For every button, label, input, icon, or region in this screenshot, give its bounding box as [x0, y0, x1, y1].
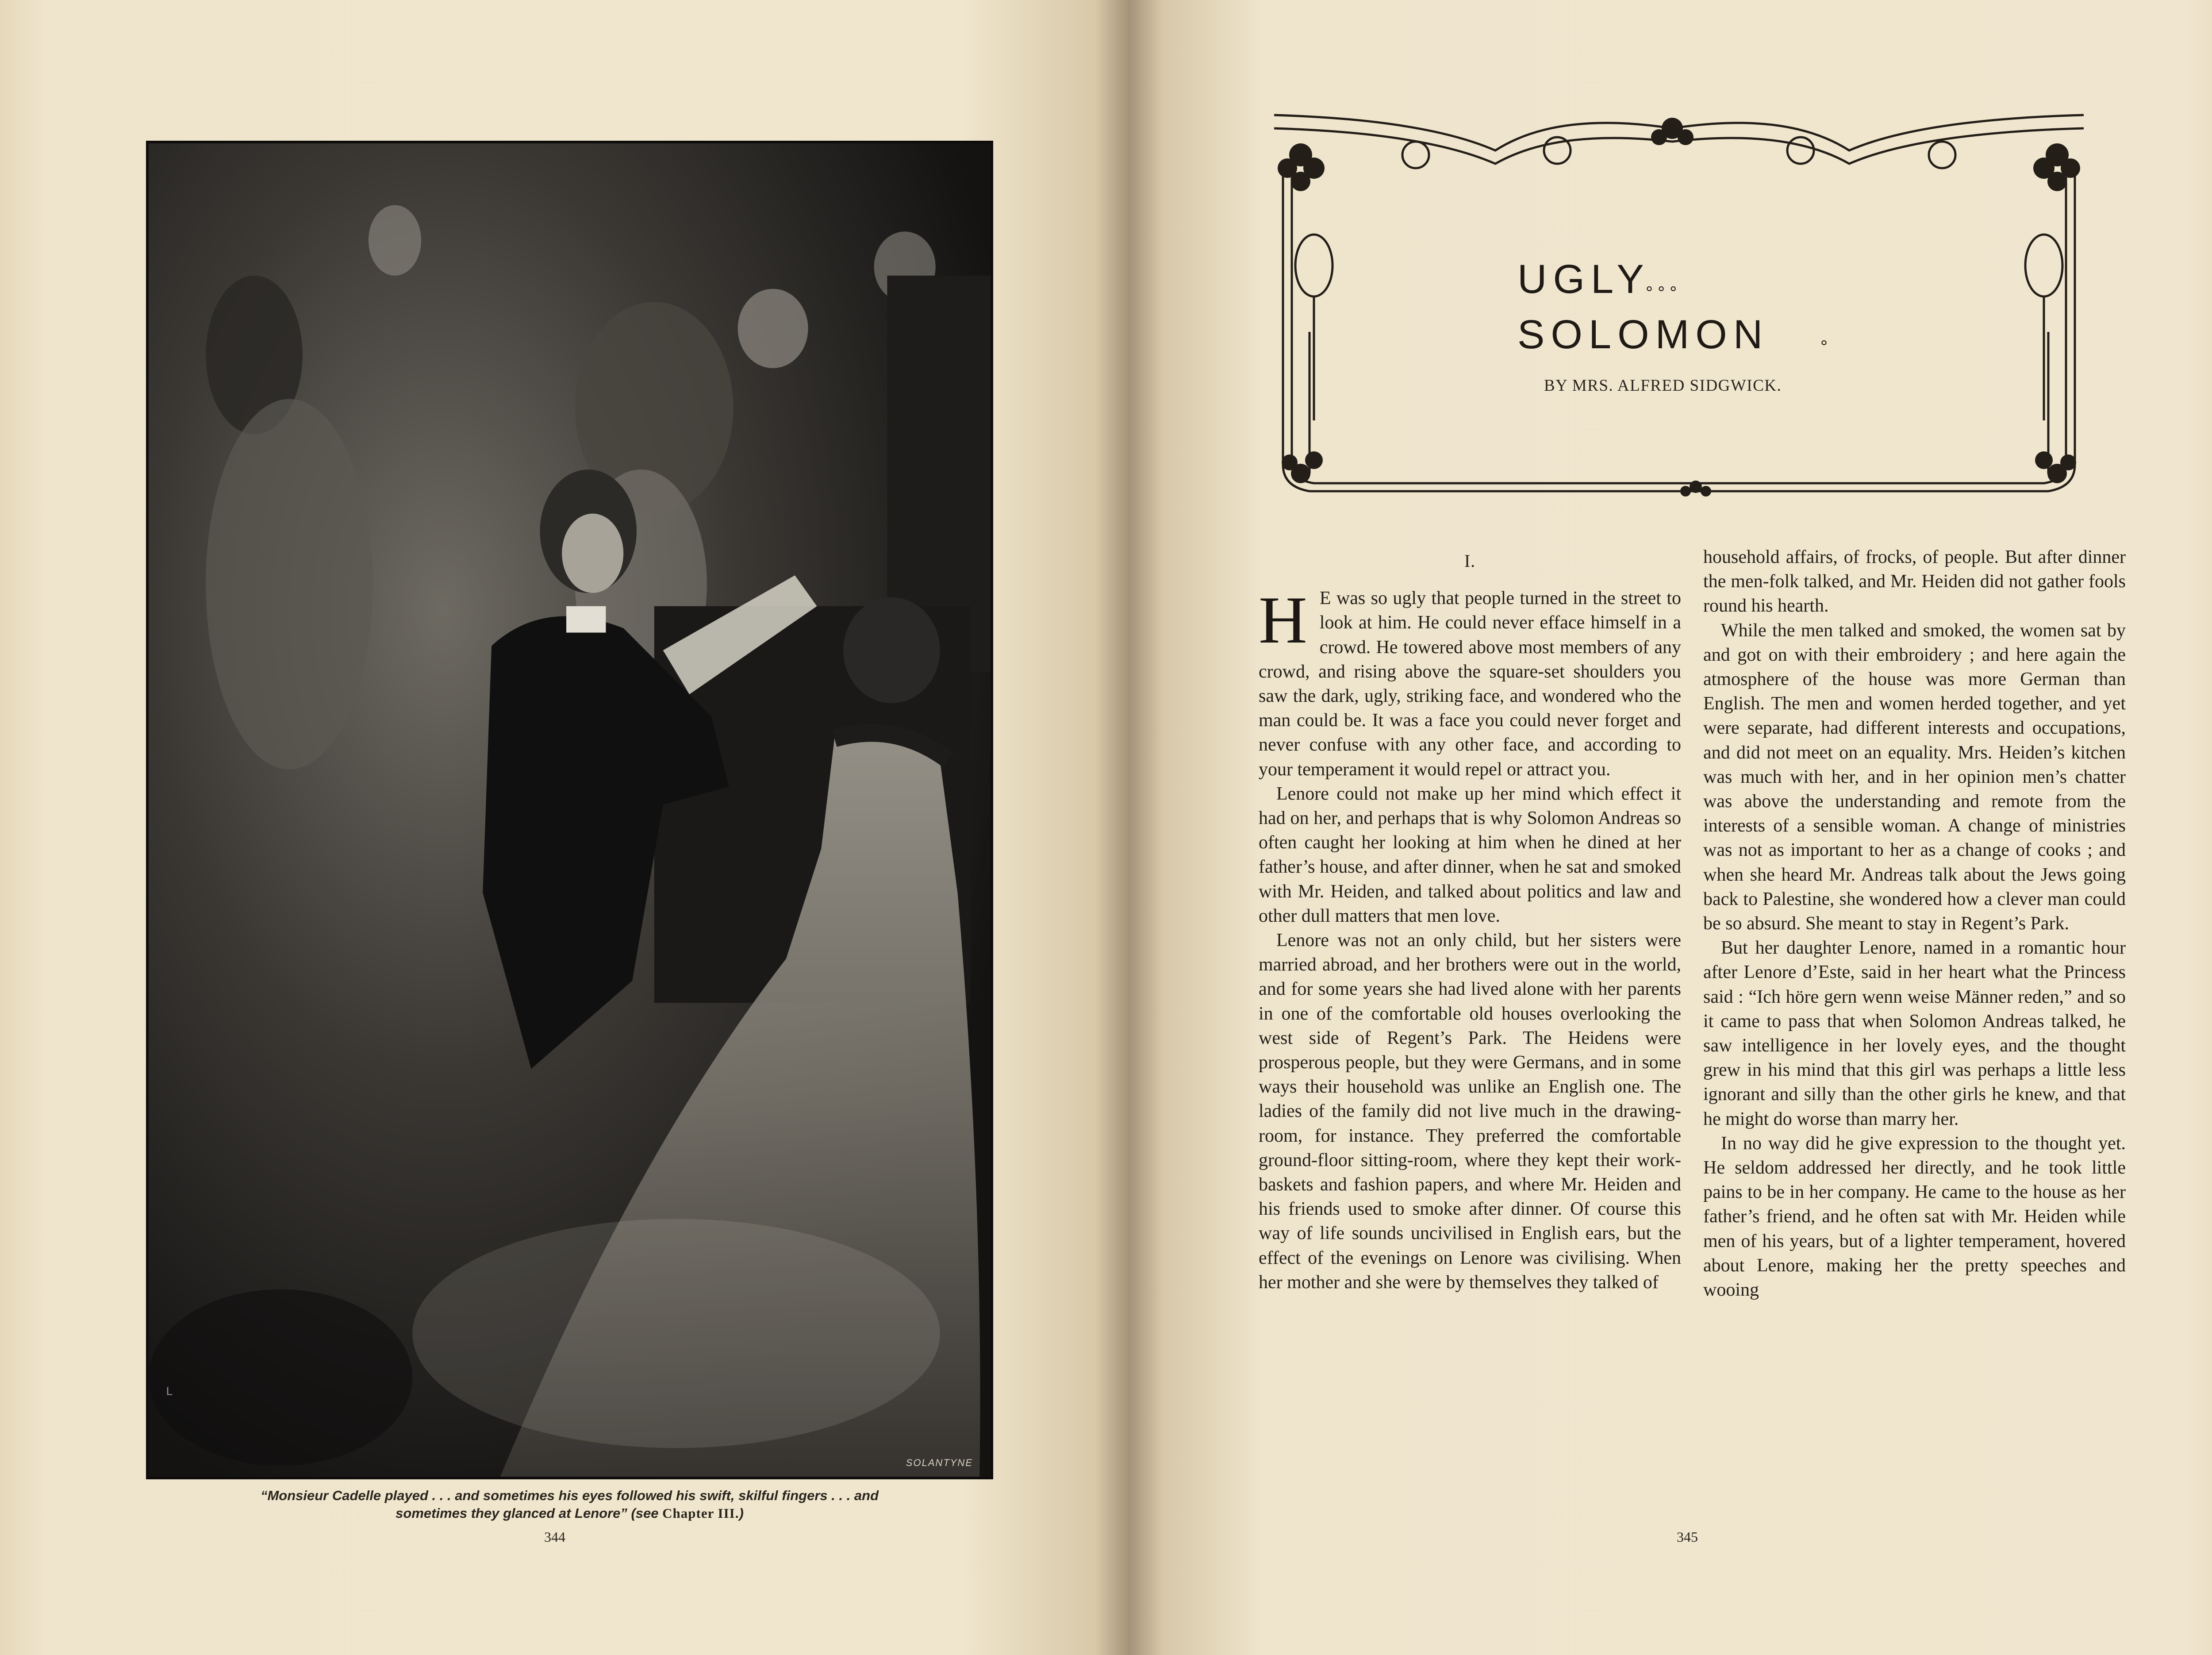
caption-line-2c: ): [739, 1505, 744, 1521]
paragraph: While the men talked and smoked, the women sat by and got on with their embroidery ; and here again the atmosphere of the house was more German than English. The men and women herded together, and yet were separate, had different interests and occupations, and did not meet on an equality. Mrs. Heiden’s kitchen was much with her, and in her opinion men’s chatter was above the understanding and remote from the interests of a sensible woman. A change of ministries was not as important to her as a change of cooks ; and when she heard Mr. Andreas talk about the Jews going back to Palestine, she wondered how a clever man could be so absurd. She meant to stay in Regent’s Park.: [1703, 620, 2126, 934]
paragraph: household affairs, of frocks, of people. But after dinner the men-folk talked, and Mr. Heiden did not gather fools round his hearth.: [1703, 547, 2126, 616]
paragraph: Lenore was not an only child, but her sisters were married abroad, and her brothers were out in the world, and for some years she had lived alone with her parents in one of the comfortable old houses overlooking the west side of Regent’s Park. The Heidens were prosperous people, but they were Germans, and in some ways their household was unlike an English one. The ladies of the family did not live much in the drawing-room, for instance. They preferred the comfortable ground-floor sitting-room, where they kept their work-baskets and fashion papers, and where Mr. Heiden and his friends used to smoke after dinner. Of course this way of life sounds uncivilised in English ears, but the effect of the evenings on Lenore was civilising. When her mother and she were by themselves they talked of: [1259, 930, 1681, 1293]
caption-line-2a: sometimes they glanced at Lenore” (see: [396, 1505, 663, 1521]
illustration-plate: [146, 141, 993, 1479]
author-byline: BY MRS. ALFRED SIDGWICK.: [1544, 377, 1782, 395]
drop-cap: H: [1259, 583, 1307, 658]
story-title-line-2: SOLOMON: [1517, 312, 1769, 357]
title-ornament-dots-2: °: [1820, 337, 1828, 357]
artist-signature: SOLANTYNE: [906, 1457, 973, 1468]
svg-text:L: L: [166, 1385, 173, 1398]
illustration-caption: [146, 1487, 993, 1522]
title-ornament-dots-1: ° ° °: [1646, 283, 1677, 303]
floral-border-ornament: [1248, 102, 2110, 513]
page-number-left: 344: [544, 1529, 565, 1545]
paragraph: Lenore could not make up her mind which effect it had on her, and perhaps that is why Solomon Andreas so often caught her looking at him when he dined at her father’s house, and after dinner, when he sat and smoked with Mr. Heiden, and talked about politics and law and other dull matters that men love.: [1259, 783, 1681, 926]
page-number-right: 345: [1677, 1529, 1698, 1545]
illustration-image: [149, 143, 991, 1477]
caption-chapter-ref: Chapter III.: [662, 1505, 739, 1521]
paragraph: H E was so ugly that people turned in the street to look at him. He could never efface himself in a crowd. He towered above most members of any crowd, and rising above the square-set shoulders you saw the dark, ugly, striking face, and wondered who the man could be. It was a face you could never forget and never confuse with any other face, and according to your temperament it would repel or attract you.: [1259, 583, 1681, 780]
paragraph: But her daughter Lenore, named in a romantic hour after Lenore d’Este, said in her heart what the Princess said : “Ich höre gern wenn weise Männer reden,” and so it came to pass that when Solomon Andreas talked, he saw intelligence in her lovely eyes, and the thought grew in his mind that this girl was perhaps a little less ignorant and silly than the other girls he knew, and that he might do worse than marry her.: [1703, 938, 2126, 1129]
caption-line-1: “Monsieur Cadelle played . . . and sometimes his eyes followed his swift, skilful fingers . . . and: [260, 1488, 879, 1503]
text-column-1: [1259, 549, 1681, 1295]
chapter-heading: I.: [1464, 551, 1476, 571]
paragraph: In no way did he give expression to the thought yet. He seldom addressed her directly, and he took little pains to be in her company. He came to the house as her father’s friend, and he often sat with Mr. Heiden while men of his years, but of a lighter temperament, hovered about Lenore, making her the pretty speeches and wooing: [1703, 1133, 2126, 1301]
text-column-2: [1703, 545, 2126, 1302]
story-title-line-1: UGLY: [1517, 257, 1650, 302]
title-ornamental-frame: [1248, 102, 2110, 513]
